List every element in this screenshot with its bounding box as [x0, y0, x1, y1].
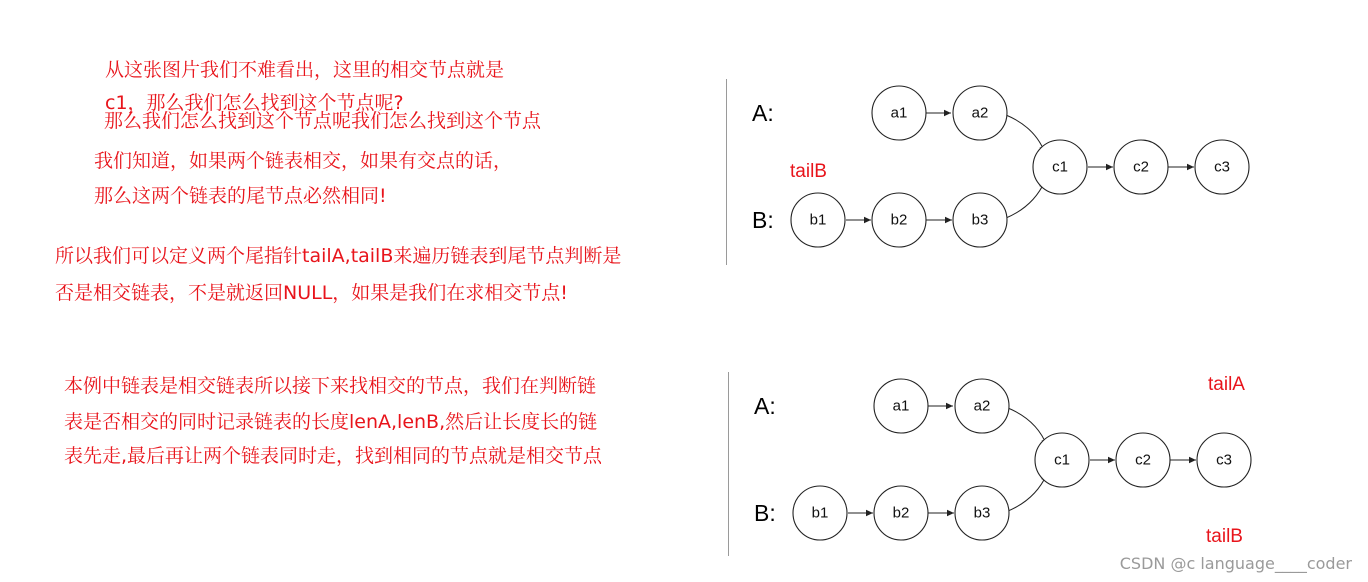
paragraph-1-clipped-line — [104, 110, 544, 132]
list-b-label: B: — [754, 500, 776, 526]
node-a1 — [874, 379, 928, 433]
node-b2-label: b2 — [892, 504, 910, 522]
edge-b3-c1 — [1006, 181, 1045, 218]
divider-bottom — [728, 372, 729, 556]
paragraph-1-line-2: c1，那么我们怎么找到这个节点呢? — [105, 92, 404, 114]
node-c2-label: c2 — [1135, 451, 1151, 469]
paragraph-4-line-3: 表先走,最后再让两个链表同时走，找到相同的节点就是相交节点 — [64, 445, 603, 467]
node-b2-label: b2 — [890, 211, 908, 229]
linked-list-diagram-2 — [742, 373, 1302, 573]
node-c2 — [1114, 140, 1168, 194]
paragraph-2-line-1: 我们知道，如果两个链表相交，如果有交点的话， — [94, 150, 513, 172]
list-a-label: A: — [752, 100, 774, 126]
paragraph-1-clipped-text: 那么我们怎么找到这个节点呢我们怎么找到这个节点 — [104, 110, 542, 132]
node-b1 — [791, 193, 845, 247]
divider-top — [726, 79, 727, 265]
list-b-label: B: — [752, 207, 774, 233]
node-b1-label: b1 — [809, 211, 827, 229]
tail-a-label: tailA — [1208, 374, 1245, 395]
node-c1 — [1033, 140, 1087, 194]
edge-a2-c1 — [1008, 408, 1047, 446]
node-b3 — [955, 486, 1009, 540]
node-a2-label: a2 — [973, 397, 991, 415]
node-b3 — [953, 193, 1007, 247]
node-a2-label: a2 — [971, 104, 989, 122]
paragraph-1-line-1: 从这张图片我们不难看出，这里的相交节点就是 — [105, 59, 505, 81]
node-c1 — [1035, 433, 1089, 487]
tail-b-label: tailB — [1206, 526, 1243, 547]
list-a-label: A: — [754, 393, 776, 419]
paragraph-3-line-1: 所以我们可以定义两个尾指针tailA,tailB来遍历链表到尾节点判断是 — [55, 245, 622, 267]
node-c3 — [1195, 140, 1249, 194]
node-c2 — [1116, 433, 1170, 487]
node-a2 — [953, 86, 1007, 140]
csdn-watermark: CSDN @c language____coder — [1119, 554, 1352, 573]
node-c1-label: c1 — [1052, 158, 1068, 176]
node-c2-label: c2 — [1133, 158, 1149, 176]
edge-a2-c1 — [1006, 115, 1045, 153]
linked-list-diagram-1 — [740, 80, 1300, 280]
node-c1-label: c1 — [1054, 451, 1070, 469]
paragraph-2-line-2: 那么这两个链表的尾节点必然相同! — [94, 185, 387, 207]
node-a2 — [955, 379, 1009, 433]
node-b2 — [872, 193, 926, 247]
node-b3-label: b3 — [971, 211, 989, 229]
edge-b3-c1 — [1008, 474, 1047, 511]
paragraph-4-line-2: 表是否相交的同时记录链表的长度lenA,lenB,然后让长度长的链 — [64, 411, 598, 433]
node-c3 — [1197, 433, 1251, 487]
node-a1-label: a1 — [890, 104, 908, 122]
node-c3-label: c3 — [1214, 158, 1230, 176]
node-a1-label: a1 — [892, 397, 910, 415]
node-c3-label: c3 — [1216, 451, 1232, 469]
tail-b-label: tailB — [790, 161, 827, 182]
node-b1-label: b1 — [811, 504, 829, 522]
node-b2 — [874, 486, 928, 540]
paragraph-4-line-1: 本例中链表是相交链表所以接下来找相交的节点，我们在判断链 — [64, 375, 597, 397]
node-a1 — [872, 86, 926, 140]
paragraph-3-line-2: 否是相交链表，不是就返回NULL，如果是我们在求相交节点! — [55, 282, 568, 304]
node-b1 — [793, 486, 847, 540]
node-b3-label: b3 — [973, 504, 991, 522]
